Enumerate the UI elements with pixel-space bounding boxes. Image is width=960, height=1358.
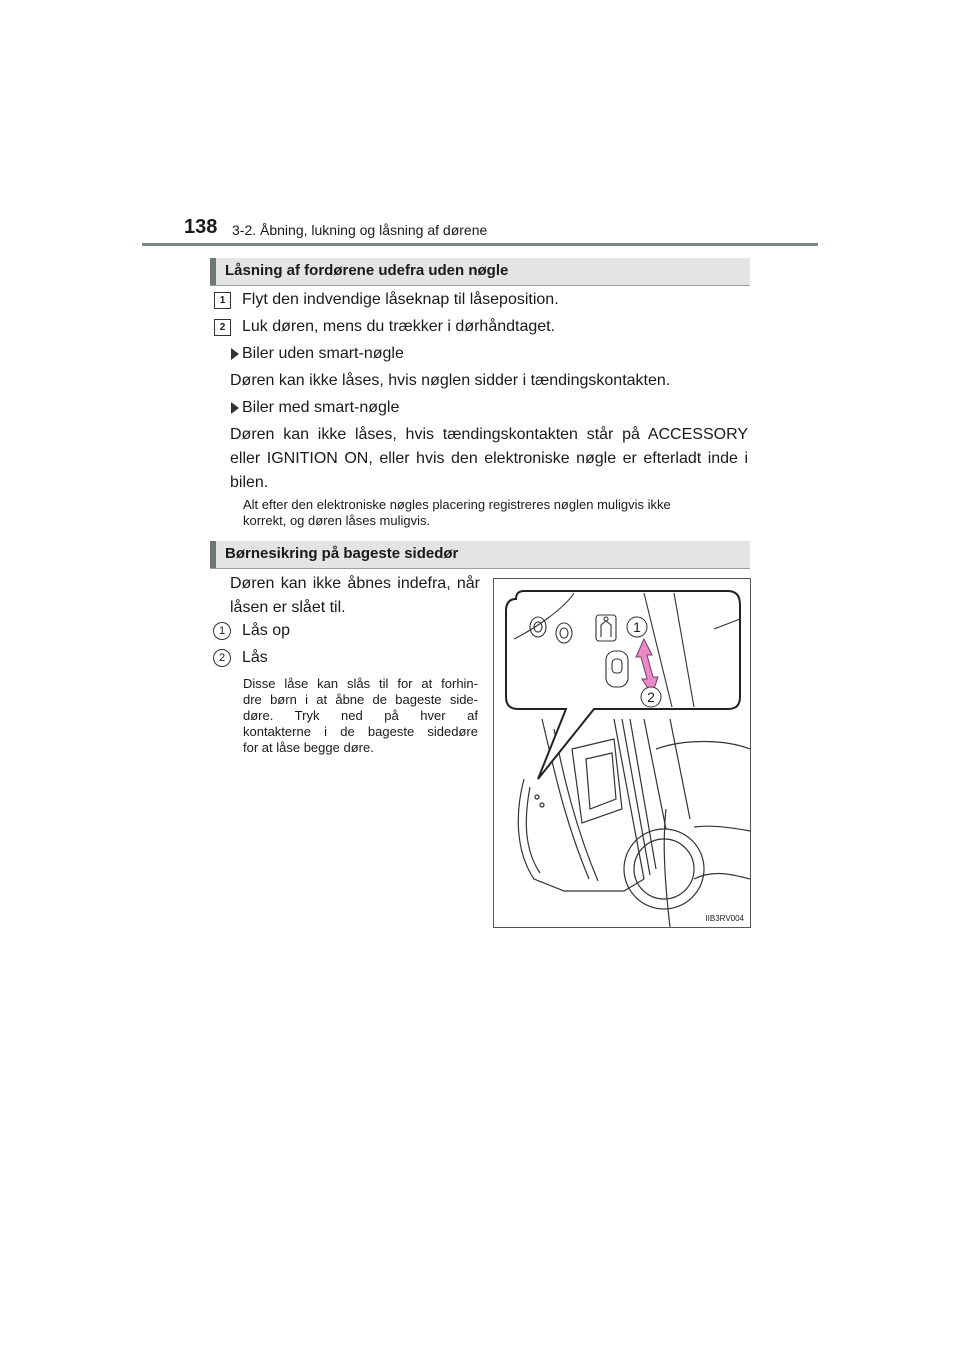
item-badge-1: 1: [213, 622, 231, 640]
item-lock-text: Lås: [242, 649, 268, 666]
header-rule: [142, 243, 818, 246]
note-line: korrekt, og døren låses muligvis.: [243, 513, 431, 528]
note-line: dre børn i at åbne de bageste side-: [243, 692, 478, 707]
section-heading-front-doors: [210, 258, 750, 286]
paragraph-line: Døren kan ikke låses, hvis tændingskontakten står på ACCESSORY: [230, 426, 748, 443]
note-line: døre. Tryk ned på hver af: [243, 708, 478, 723]
item-badge-2: 2: [213, 649, 231, 667]
subheading-no-smart-key: Biler uden smart-nøgle: [242, 345, 404, 362]
page-number: 138: [184, 216, 218, 238]
section-title: Låsning af fordørene udefra uden nøgle: [225, 262, 509, 279]
paragraph-no-smart-key: Døren kan ikke låses, hvis nøglen sidder i tændingskontakten.: [230, 372, 671, 389]
intro-line: Døren kan ikke åbnes indefra, når: [230, 575, 480, 592]
item-unlock-text: Lås op: [242, 622, 291, 639]
triangle-bullet-icon: [231, 348, 239, 360]
step-badge-2: 2: [214, 319, 231, 336]
intro-line: låsen er slået til.: [230, 599, 346, 616]
running-header: 3-2. Åbning, lukning og låsning af dørene: [232, 222, 488, 238]
car-door-drawing: [494, 579, 750, 927]
step-2-text: Luk døren, mens du trækker i dørhåndtaget.: [242, 318, 556, 335]
note-smart-key: [243, 497, 748, 529]
callout-2: 2: [647, 689, 655, 705]
subheading-smart-key: Biler med smart-nøgle: [242, 399, 400, 416]
callout-1: 1: [633, 619, 641, 635]
paragraph-smart-key: [230, 423, 748, 495]
note-line: kontakterne i de bageste sidedøre: [243, 724, 478, 739]
paragraph-line: bilen.: [230, 474, 269, 491]
note-line: Alt efter den elektroniske nøgles placering registreres nøglen muligvis ikke: [243, 497, 671, 512]
section-title: Børnesikring på bageste sidedør: [225, 545, 459, 562]
triangle-bullet-icon: [231, 402, 239, 414]
child-lock-intro: [230, 572, 480, 620]
note-line: Disse låse kan slås til for at forhin-: [243, 676, 478, 691]
paragraph-line: eller IGNITION ON, eller hvis den elektroniske nøgle er efterladt inde i: [230, 450, 748, 467]
figure-code: IIB3RV004: [705, 914, 744, 923]
section-heading-child-lock: [210, 541, 750, 569]
note-child-lock: [243, 676, 478, 756]
note-line: for at låse begge døre.: [243, 740, 374, 755]
step-badge-1: 1: [214, 292, 231, 309]
child-lock-illustration: [493, 578, 751, 928]
step-1-text: Flyt den indvendige låseknap til låseposition.: [242, 291, 559, 308]
